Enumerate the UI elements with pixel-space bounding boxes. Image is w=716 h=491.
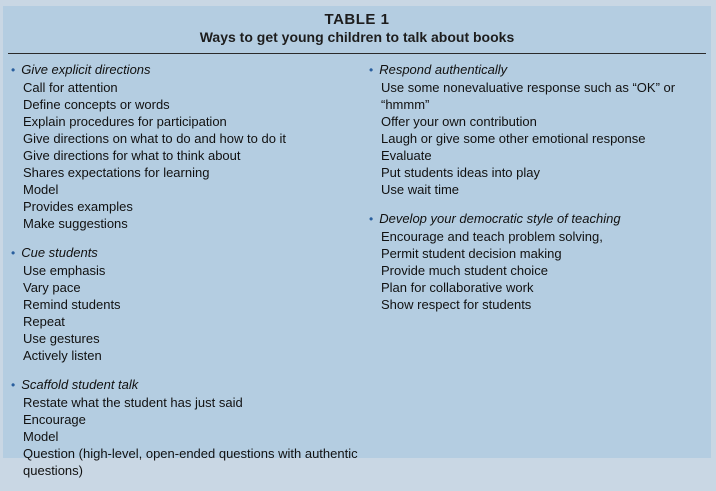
bullet-icon: • xyxy=(369,63,374,77)
list-item: Question (high-level, open-ended questions with authentic questions) xyxy=(23,446,358,478)
section-give-explicit-directions xyxy=(11,61,361,232)
bullet-icon: • xyxy=(11,378,16,392)
list-item: Shares expectations for learning xyxy=(23,165,210,180)
list-item: Repeat xyxy=(23,314,65,329)
list-item: Permit student decision making xyxy=(381,246,562,261)
right-column xyxy=(369,61,705,325)
list-item: Use wait time xyxy=(381,182,460,197)
list-item: Define concepts or words xyxy=(23,97,170,112)
list-item: Use emphasis xyxy=(23,263,106,278)
list-item: Give directions on what to do and how to do it xyxy=(23,131,287,146)
list-item: Use gestures xyxy=(23,331,100,346)
list-item: Remind students xyxy=(23,297,121,312)
list-item: Vary pace xyxy=(23,280,81,295)
list-item: Encourage xyxy=(23,412,86,427)
list-item: Put students ideas into play xyxy=(381,165,540,180)
section-heading: Cue students xyxy=(21,245,98,260)
list-item: Model xyxy=(23,182,59,197)
section-heading: Give explicit directions xyxy=(21,62,151,77)
list-item: Encourage and teach problem solving, xyxy=(381,229,603,244)
bullet-icon: • xyxy=(11,63,16,77)
list-item: Explain procedures for participation xyxy=(23,114,227,129)
list-item: Restate what the student has just said xyxy=(23,395,243,410)
section-heading: Develop your democratic style of teaching xyxy=(379,211,621,226)
table-panel xyxy=(3,6,711,478)
list-item: Offer your own contribution xyxy=(381,114,537,129)
title-divider xyxy=(8,53,706,54)
list-item: Model xyxy=(23,429,59,444)
table-label: TABLE 1 xyxy=(324,11,390,28)
list-item: Plan for collaborative work xyxy=(381,280,534,295)
section-scaffold-student-talk xyxy=(11,376,361,479)
list-item: Evaluate xyxy=(381,148,432,163)
list-item: Use some nonevaluative response such as “OK” or “hmmm” xyxy=(381,80,676,112)
list-item: Give directions for what to think about xyxy=(23,148,241,163)
bullet-icon: • xyxy=(369,212,374,226)
section-respond-authentically xyxy=(369,61,705,198)
list-item: Show respect for students xyxy=(381,297,532,312)
section-heading: Scaffold student talk xyxy=(21,377,139,392)
section-heading: Respond authentically xyxy=(379,62,508,77)
list-item: Call for attention xyxy=(23,80,118,95)
list-item: Make suggestions xyxy=(23,216,128,231)
list-item: Actively listen xyxy=(23,348,102,363)
table-title: Ways to get young children to talk about books xyxy=(199,29,515,45)
section-cue-students xyxy=(11,244,361,364)
list-item: Provides examples xyxy=(23,199,133,214)
section-democratic-style xyxy=(369,210,705,313)
list-item: Laugh or give some other emotional response xyxy=(381,131,646,146)
left-column xyxy=(11,61,361,491)
bullet-icon: • xyxy=(11,246,16,260)
list-item: Provide much student choice xyxy=(381,263,548,278)
